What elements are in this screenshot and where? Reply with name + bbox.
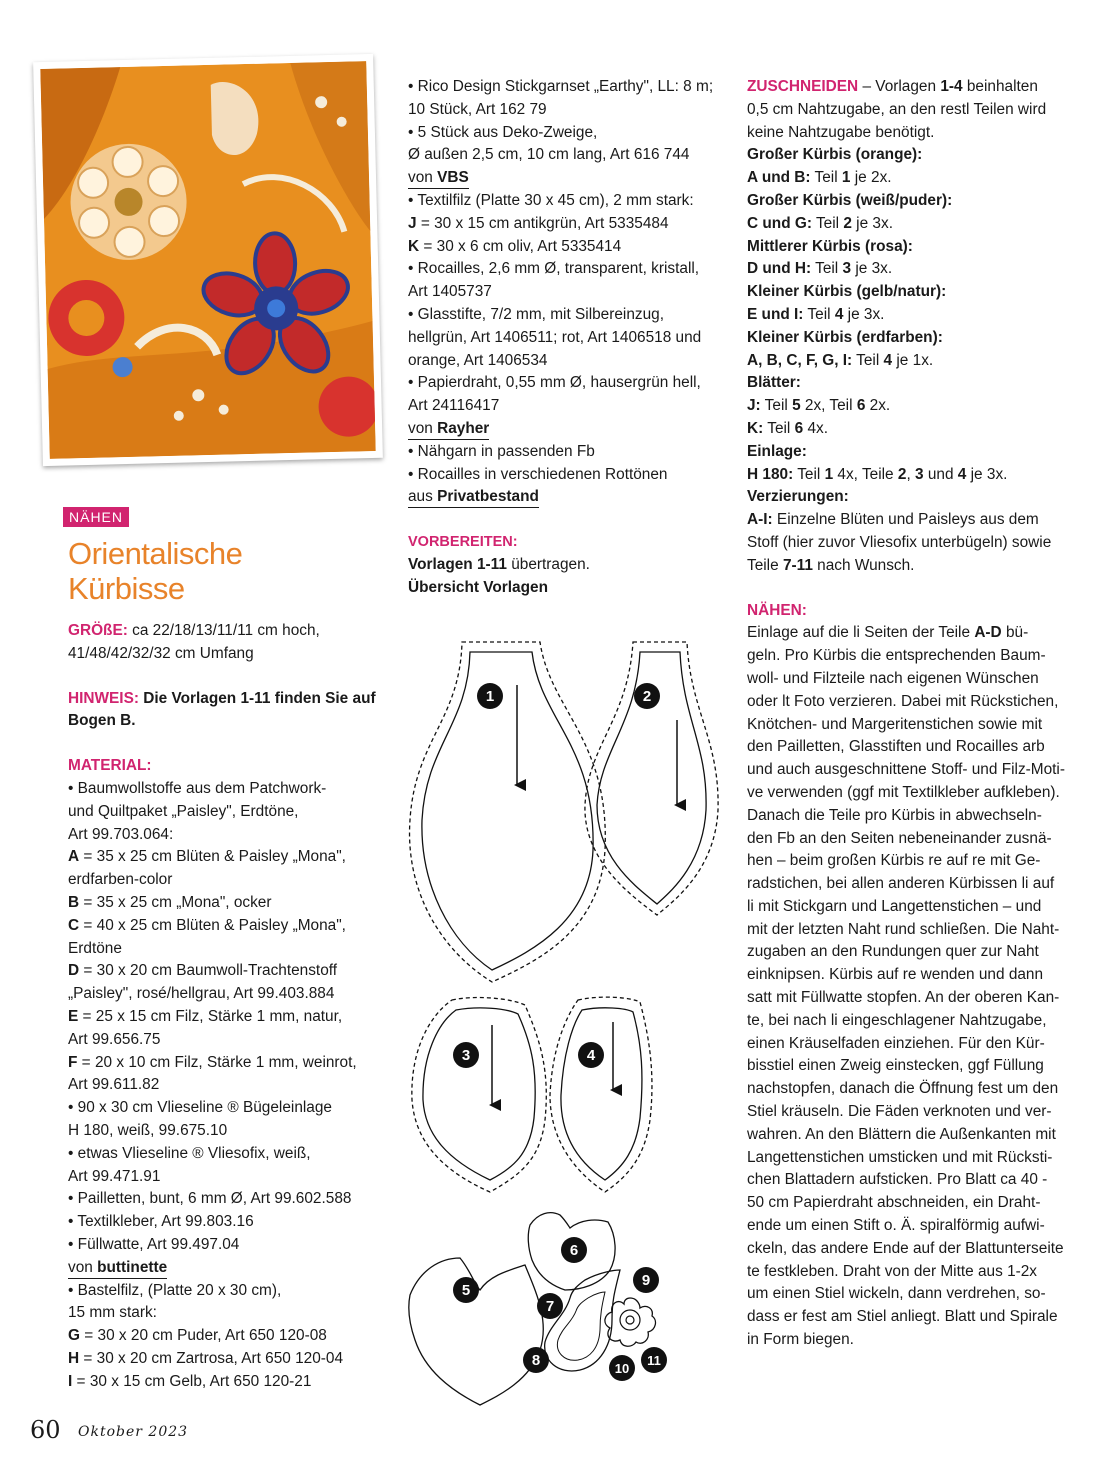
pattern-label-9: 9 <box>641 1272 651 1289</box>
sew-line: einen Kräuselfaden einziehen. Für den Kür- <box>747 1034 1045 1052</box>
material-line: orange, Art 1406534 <box>408 351 548 369</box>
project-photo <box>33 54 383 466</box>
fabric-item: B = 35 x 25 cm „Mona", ocker <box>68 893 272 911</box>
fabric-item-cont: Erdtöne <box>68 939 122 957</box>
material-line: und Quiltpaket „Paisley", Erdtöne, <box>68 802 299 820</box>
fabric-item-cont: erdfarben-color <box>68 871 173 889</box>
sew-line: wahren. An den Blättern die Außenkanten mit <box>747 1125 1056 1143</box>
material-line: • Textilkleber, Art 99.803.16 <box>68 1213 254 1231</box>
page-number: 60 <box>30 1416 61 1444</box>
material-line: • Nähgarn in passenden Fb <box>408 442 595 460</box>
felt-item: G = 30 x 20 cm Puder, Art 650 120-08 <box>68 1327 327 1345</box>
sew-line: nachstopfen, danach die Öffnung fest um den <box>747 1080 1059 1098</box>
pumpkin-photo-illustration <box>40 61 375 459</box>
cut-subheading: Mittlerer Kürbis (rosa): <box>747 237 913 255</box>
material-line: Art 99.471.91 <box>68 1167 161 1185</box>
sew-line: bisstiel einen Zweig einstecken, ggf Füllung <box>747 1057 1044 1075</box>
sew-line: 50 cm Papierdraht abschneiden, ein Draht- <box>747 1194 1041 1212</box>
sew-line: ende um einen Stift o. Ä. spiralförmig aufwi- <box>747 1217 1045 1235</box>
sew-line: geln. Pro Kürbis die entsprechenden Baum- <box>747 647 1046 665</box>
overview-label: Übersicht Vorlagen <box>408 578 548 596</box>
sew-line: um einen Stiel wickeln, dann verdrehen, so- <box>747 1285 1046 1303</box>
felt-item: K = 30 x 6 cm oliv, Art 5335414 <box>408 237 622 255</box>
sew-line: ve verwenden (ggf mit Textilkleber aufkleben). <box>747 783 1060 801</box>
sew-instructions <box>747 645 1067 1352</box>
cut-row: D und H: Teil 3 je 3x. <box>747 260 893 278</box>
sew-line: Danach die Teile pro Kürbis in abwechseln- <box>747 806 1042 824</box>
hint-line-2: Bogen B. <box>68 712 136 730</box>
felt-item: I = 30 x 15 cm Gelb, Art 650 120-21 <box>68 1372 312 1390</box>
title-line-1: Orientalische <box>68 536 243 571</box>
supplier-line: von buttinette <box>68 1257 388 1280</box>
cut-list <box>747 144 1067 509</box>
cut-intro-2: 0,5 cm Nahtzugabe, an den restl Teilen wird <box>747 100 1047 118</box>
column-2 <box>408 76 728 600</box>
fabric-item-cont: Art 99.656.75 <box>68 1030 161 1048</box>
pattern-overview-diagram <box>400 630 730 1410</box>
material-line: hellgrün, Art 1406511; rot, Art 1406518 und <box>408 328 702 346</box>
issue-date: Oktober 2023 <box>78 1424 189 1440</box>
material-line: 10 Stück, Art 162 79 <box>408 100 547 118</box>
verz-line: A-I: Einzelne Blüten und Paisleys aus dem <box>747 511 1039 529</box>
sew-line: chen Blattadern aufsticken. Pro Blatt ca 40 - <box>747 1171 1048 1189</box>
material-line: Art 99.703.064: <box>68 825 174 843</box>
fabric-item-cont: „Paisley", rosé/hellgrau, Art 99.403.884 <box>68 985 335 1003</box>
material-line: • Rocailles in verschiedenen Rottönen <box>408 465 668 483</box>
cut-subheading: Blätter: <box>747 374 801 392</box>
sew-line: zugaben an den Rundungen quer zur Naht <box>747 943 1039 961</box>
pattern-label-8: 8 <box>531 1352 541 1369</box>
pattern-label-7: 7 <box>545 1298 555 1315</box>
pattern-label-11: 11 <box>647 1353 661 1368</box>
sew-line: te festkleben. Draht von der Mitte aus 1-2x <box>747 1262 1038 1280</box>
material-heading: MATERIAL: <box>68 757 152 775</box>
sew-line: ckeln, das andere Ende auf der Blattunterseite <box>747 1239 1064 1257</box>
fabric-item: C = 40 x 25 cm Blüten & Paisley „Mona", <box>68 916 346 934</box>
supplier-line: aus Privatbestand <box>408 486 728 509</box>
material-line: • Papierdraht, 0,55 mm Ø, hausergrün hell, <box>408 374 701 392</box>
material-line: • Glasstifte, 7/2 mm, mit Silbereinzug, <box>408 305 664 323</box>
cut-row: A, B, C, F, G, I: Teil 4 je 1x. <box>747 351 934 369</box>
pattern-label-3: 3 <box>461 1047 471 1064</box>
cut-subheading: Kleiner Kürbis (gelb/natur): <box>747 283 947 301</box>
fabric-item: A = 35 x 25 cm Blüten & Paisley „Mona", <box>68 848 346 866</box>
pattern-piece-3 <box>412 998 546 1192</box>
material-line: Ø außen 2,5 cm, 10 cm lang, Art 616 744 <box>408 146 690 164</box>
material-line: Art 1405737 <box>408 283 492 301</box>
material-line: • 90 x 30 cm Vlieseline ® Bügeleinlage <box>68 1099 332 1117</box>
material-line: • Rico Design Stickgarnset „Earthy", LL: 8 m; <box>408 78 714 95</box>
article-title <box>68 536 242 606</box>
material-line: • Rocailles, 2,6 mm Ø, transparent, kristall, <box>408 260 700 278</box>
sew-line: den Fb an den Seiten nebeneinander zusnä- <box>747 829 1052 847</box>
sew-line: Stiel kräuseln. Die Fäden verknoten und ver- <box>747 1103 1052 1121</box>
pattern-label-1: 1 <box>485 688 495 705</box>
sew-line: mit der letzten Naht rund schließen. Die Naht- <box>747 920 1060 938</box>
size-line: GRÖßE: ca 22/18/13/11/11 cm hoch, <box>68 622 320 639</box>
material-line: • Bastelfilz, (Platte 20 x 30 cm), <box>68 1281 282 1299</box>
material-line: Art 24116417 <box>408 397 500 415</box>
cut-intro-3: keine Nahtzugabe benötigt. <box>747 123 935 141</box>
sew-line: li mit Stickgarn und Langettenstichen – und <box>747 897 1042 915</box>
size-line-2: 41/48/42/32/32 cm Umfang <box>68 644 254 662</box>
pattern-piece-1 <box>410 642 606 982</box>
sew-line: radstichen, bei allen anderen Kürbissen li auf <box>747 875 1055 893</box>
sew-line: Langettenstichen umsticken und mit Rücksti- <box>747 1148 1053 1166</box>
cut-row: A und B: Teil 1 je 2x. <box>747 169 892 187</box>
cut-row: E und I: Teil 4 je 3x. <box>747 305 885 323</box>
cut-row: K: Teil 6 4x. <box>747 419 828 437</box>
prep-heading: VORBEREITEN: <box>408 534 518 551</box>
cut-row: C und G: Teil 2 je 3x. <box>747 214 893 232</box>
felt-item: H = 30 x 20 cm Zartrosa, Art 650 120-04 <box>68 1349 344 1367</box>
material-line: • Baumwollstoffe aus dem Patchwork- <box>68 779 327 797</box>
sew-line: in Form biegen. <box>747 1331 854 1349</box>
material-line: • Pailletten, bunt, 6 mm Ø, Art 99.602.588 <box>68 1190 352 1208</box>
supplier-line: von Rayher <box>408 418 728 441</box>
title-line-2: Kürbisse <box>68 571 185 606</box>
pattern-piece-5 <box>409 1258 543 1405</box>
cut-subheading: Verzierungen: <box>747 488 849 506</box>
pattern-label-5: 5 <box>461 1282 471 1299</box>
column-1 <box>68 620 388 1394</box>
sew-line: te, bei nach li eingeschlagener Nahtzugabe, <box>747 1011 1047 1029</box>
fabric-item: E = 25 x 15 cm Filz, Stärke 1 mm, natur, <box>68 1007 343 1025</box>
sew-line: und auch ausgeschnittene Stoff- und Filz-Moti- <box>747 761 1065 779</box>
cut-subheading: Großer Kürbis (orange): <box>747 146 923 164</box>
sew-line: oder lt Foto verzieren. Dabei mit Rückstichen, <box>747 692 1059 710</box>
sew-line: Einlage auf die li Seiten der Teile A-D bü- <box>747 624 1029 642</box>
pattern-piece-2 <box>585 642 718 915</box>
pattern-piece-4 <box>550 997 652 1192</box>
material-line: H 180, weiß, 99.675.10 <box>68 1121 228 1139</box>
fabric-item: F = 20 x 10 cm Filz, Stärke 1 mm, weinrot, <box>68 1053 357 1071</box>
material-line: 15 mm stark: <box>68 1304 157 1322</box>
cut-intro: ZUSCHNEIDEN – Vorlagen 1-4 beinhalten <box>747 78 1038 95</box>
prep-text: Vorlagen 1-11 übertragen. <box>408 555 590 573</box>
column-3 <box>747 76 1067 1352</box>
material-line: • Textilfilz (Platte 30 x 45 cm), 2 mm stark: <box>408 191 694 209</box>
sew-line: satt mit Füllwatte stopfen. An der oberen Kan- <box>747 989 1060 1007</box>
pattern-label-6: 6 <box>569 1242 579 1259</box>
verz-line-3: Teile 7-11 nach Wunsch. <box>747 556 915 574</box>
material-line: • etwas Vlieseline ® Vliesofix, weiß, <box>68 1144 311 1162</box>
felt-item: J = 30 x 15 cm antikgrün, Art 5335484 <box>408 214 669 232</box>
hint-line: HINWEIS: Die Vorlagen 1-11 finden Sie auf <box>68 689 376 707</box>
sew-heading: NÄHEN: <box>747 601 807 619</box>
cut-subheading: Kleiner Kürbis (erdfarben): <box>747 328 943 346</box>
cut-row: H 180: Teil 1 4x, Teile 2, 3 und 4 je 3x. <box>747 465 1008 483</box>
sew-line: einknipsen. Kürbis auf re wenden und dann <box>747 966 1044 984</box>
supplier-line: von VBS <box>408 167 728 190</box>
pattern-label-2: 2 <box>642 688 652 705</box>
sew-line: den Pailletten, Glasstiften und Rocailles arb <box>747 738 1045 756</box>
material-line: • Füllwatte, Art 99.497.04 <box>68 1235 240 1253</box>
pattern-label-4: 4 <box>586 1047 596 1064</box>
sew-line: woll- und Filzteile nach eigenen Wünschen <box>747 669 1039 687</box>
verz-line-2: Stoff (hier zuvor Vliesofix unterbügeln) sowie <box>747 533 1052 551</box>
sew-line: dass er fest am Stiel anliegt. Blatt und Spirale <box>747 1308 1058 1326</box>
pattern-label-10: 10 <box>614 1361 630 1376</box>
fabric-item-cont: Art 99.611.82 <box>68 1076 160 1094</box>
pattern-piece-7 <box>545 1270 620 1371</box>
section-tag: NÄHEN <box>63 507 129 527</box>
fabric-item: D = 30 x 20 cm Baumwoll-Trachtenstoff <box>68 962 338 980</box>
cut-subheading: Einlage: <box>747 442 807 460</box>
material-line: • 5 Stück aus Deko-Zweige, <box>408 123 598 141</box>
cut-subheading: Großer Kürbis (weiß/puder): <box>747 191 953 209</box>
cut-row: J: Teil 5 2x, Teil 6 2x. <box>747 397 891 415</box>
sew-line: hen – beim großen Kürbis re auf re mit Ge- <box>747 852 1041 870</box>
sew-line: Knötchen- und Margeritenstichen sowie mit <box>747 715 1043 733</box>
